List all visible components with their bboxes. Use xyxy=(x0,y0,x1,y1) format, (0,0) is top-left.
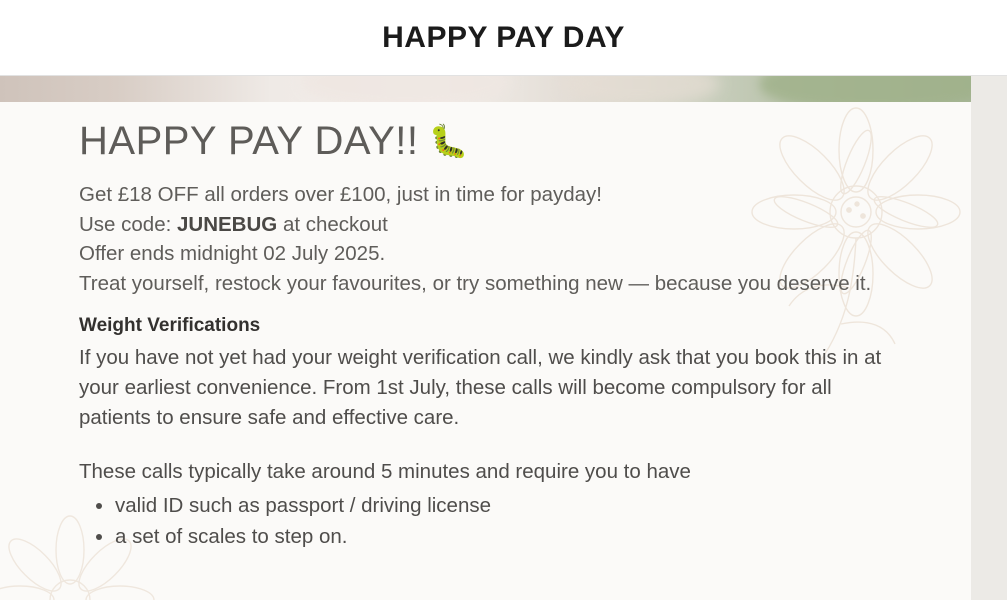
promo-code-suffix: at checkout xyxy=(277,212,388,236)
promo-line-encouragement: Treat yourself, restock your favourites, or try something new — because you deserve it. xyxy=(79,271,872,295)
promo-line-code xyxy=(79,210,931,240)
hero-blur-shape xyxy=(560,76,720,102)
email-content-card xyxy=(0,102,971,600)
section-paragraph-2: These calls typically take around 5 minutes and require you to have xyxy=(79,460,691,483)
promo-code-prefix: Use code: xyxy=(79,212,177,236)
section-title-weight-verifications: Weight Verifications xyxy=(79,315,261,336)
email-body xyxy=(0,76,1007,600)
requirements-list xyxy=(79,491,931,552)
promo-line-discount: Get £18 OFF all orders over £100, just in time for payday! xyxy=(79,183,602,206)
hero-blur-shape xyxy=(300,76,510,102)
email-right-gutter xyxy=(971,76,1007,600)
page-title: HAPPY PAY DAY xyxy=(382,20,625,54)
email-headline xyxy=(79,120,931,162)
promo-line-expiry: Offer ends midnight 02 July 2025. xyxy=(79,242,386,265)
page-header xyxy=(0,0,1007,76)
email-headline-text: HAPPY PAY DAY!! xyxy=(79,119,419,163)
list-item: • a set of scales to step on. xyxy=(115,522,931,552)
bug-emoji-icon: 🐛 xyxy=(428,122,469,160)
promo-block xyxy=(79,180,931,298)
email-text-content xyxy=(0,102,971,552)
hero-foliage-shape xyxy=(760,76,971,102)
promo-code-value: JUNEBUG xyxy=(177,212,278,236)
section-paragraph-1: If you have not yet had your weight verification call, we kindly ask that you book this in at your earliest convenience. From 1st July, these calls will become compulsory for all patients to ensure safe and effective care. xyxy=(79,346,882,429)
list-item: • valid ID such as passport / driving license xyxy=(115,491,931,521)
hero-image-strip xyxy=(0,76,971,102)
